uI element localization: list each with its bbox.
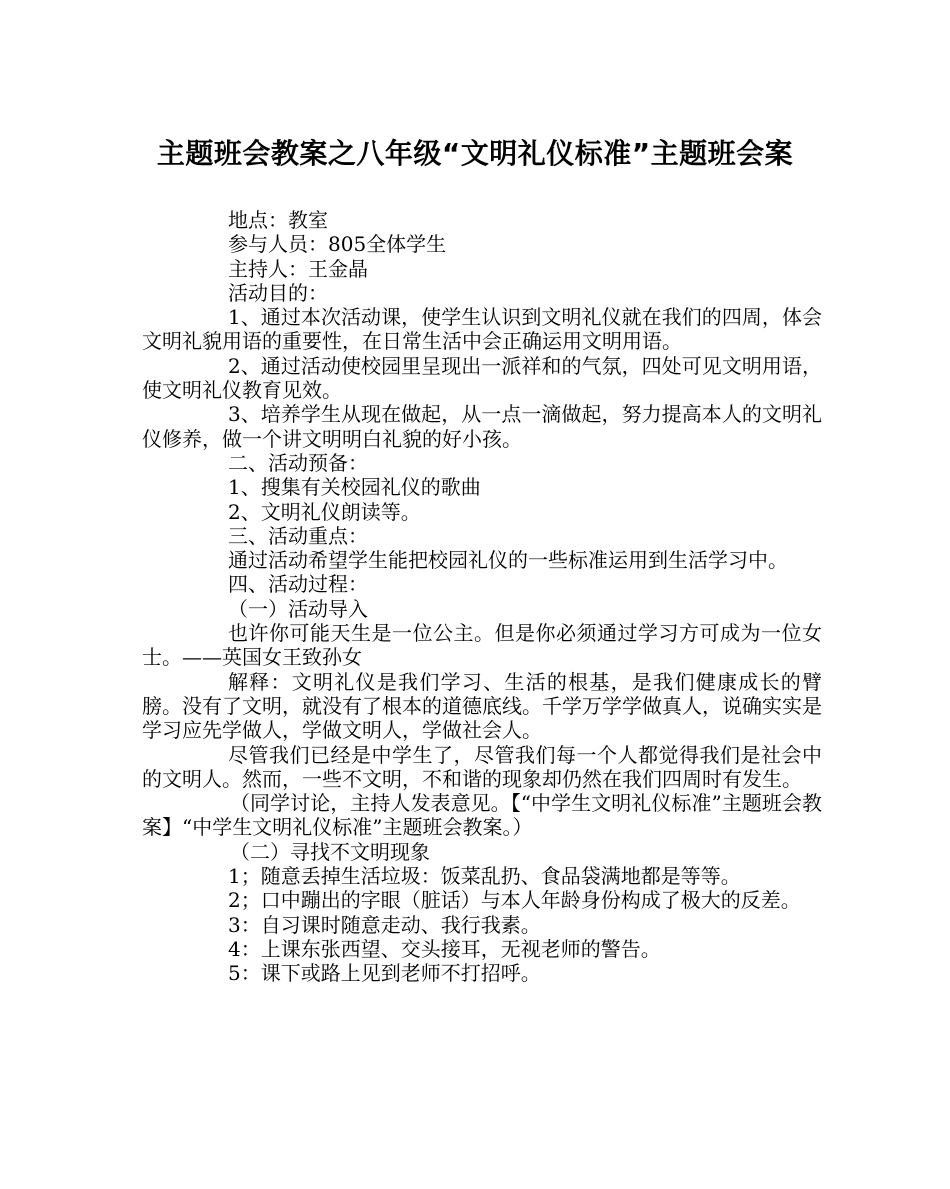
paragraph-purpose-heading: 活动目的： xyxy=(228,280,328,305)
paragraph-host: 主持人：王金晶 xyxy=(228,256,368,281)
paragraph-phenomenon-2: 2；口中蹦出的字眼（脏话）与本人年龄身份构成了极大的反差。 xyxy=(228,888,801,913)
paragraph-process-heading: 四、活动过程： xyxy=(228,572,368,597)
paragraph-purpose-3: 3、培养学生从现在做起，从一点一滴做起，努力提高本人的文明礼仪修养，做一个讲文明明白礼貌的好小孩。 xyxy=(142,402,822,451)
document-title: 主题班会教案之八年级“文明礼仪标准”主题班会案 xyxy=(156,137,794,170)
paragraph-location: 地点：教室 xyxy=(228,208,328,232)
paragraph-purpose-1: 1、通过本次活动课，使学生认识到文明礼仪就在我们的四周，体会文明礼貌用语的重要性，在日常生活中会正确运用文明用语。 xyxy=(142,305,822,354)
document-body xyxy=(142,208,822,986)
paragraph-discussion: （同学讨论，主持人发表意见。【“中学生文明礼仪标准”主题班会教案】“中学生文明礼仪标准”主题班会教案。） xyxy=(142,791,822,840)
paragraph-explanation: 解释：文明礼仪是我们学习、生活的根基，是我们健康成长的臂膀。没有了文明，就没有了根本的道德底线。千学万学学做真人，说确实实是学习应先学做人，学做文明人，学做社会人。 xyxy=(142,669,822,743)
paragraph-focus-text: 通过活动希望学生能把校园礼仪的一些标准运用到生活学习中。 xyxy=(228,548,788,573)
paragraph-focus-heading: 三、活动重点： xyxy=(228,523,368,548)
paragraph-intro-heading: （一）活动导入 xyxy=(228,596,368,621)
paragraph-participants: 参与人员：805全体学生 xyxy=(228,232,447,257)
paragraph-phenomenon-4: 4：上课东张西望、交头接耳，无视老师的警告。 xyxy=(228,936,661,961)
paragraph-find-heading: （二）寻找不文明现象 xyxy=(230,839,430,864)
paragraph-purpose-2: 2、通过活动使校园里呈现出一派祥和的气氛，四处可见文明用语，使文明礼仪教育见效。 xyxy=(142,353,822,403)
paragraph-preparation-2: 2、文明礼仪朗读等。 xyxy=(228,499,421,524)
paragraph-quote: 也许你可能天生是一位公主。但是你必须通过学习方可成为一位女士。——英国女王致孙女 xyxy=(142,621,822,670)
paragraph-preparation-heading: 二、活动预备： xyxy=(228,450,368,475)
paragraph-phenomenon-1: 1；随意丢掉生活垃圾：饭菜乱扔、食品袋满地都是等等。 xyxy=(228,864,741,889)
paragraph-observation: 尽管我们已经是中学生了，尽管我们每一个人都觉得我们是社会中的文明人。然而，一些不文明，不和谐的现象却仍然在我们四周时有发生。 xyxy=(142,742,822,791)
paragraph-preparation-1: 1、搜集有关校园礼仪的歌曲 xyxy=(228,475,481,500)
paragraph-phenomenon-3: 3：自习课时随意走动、我行我素。 xyxy=(228,912,541,937)
paragraph-phenomenon-5: 5：课下或路上见到老师不打招呼。 xyxy=(228,961,541,986)
